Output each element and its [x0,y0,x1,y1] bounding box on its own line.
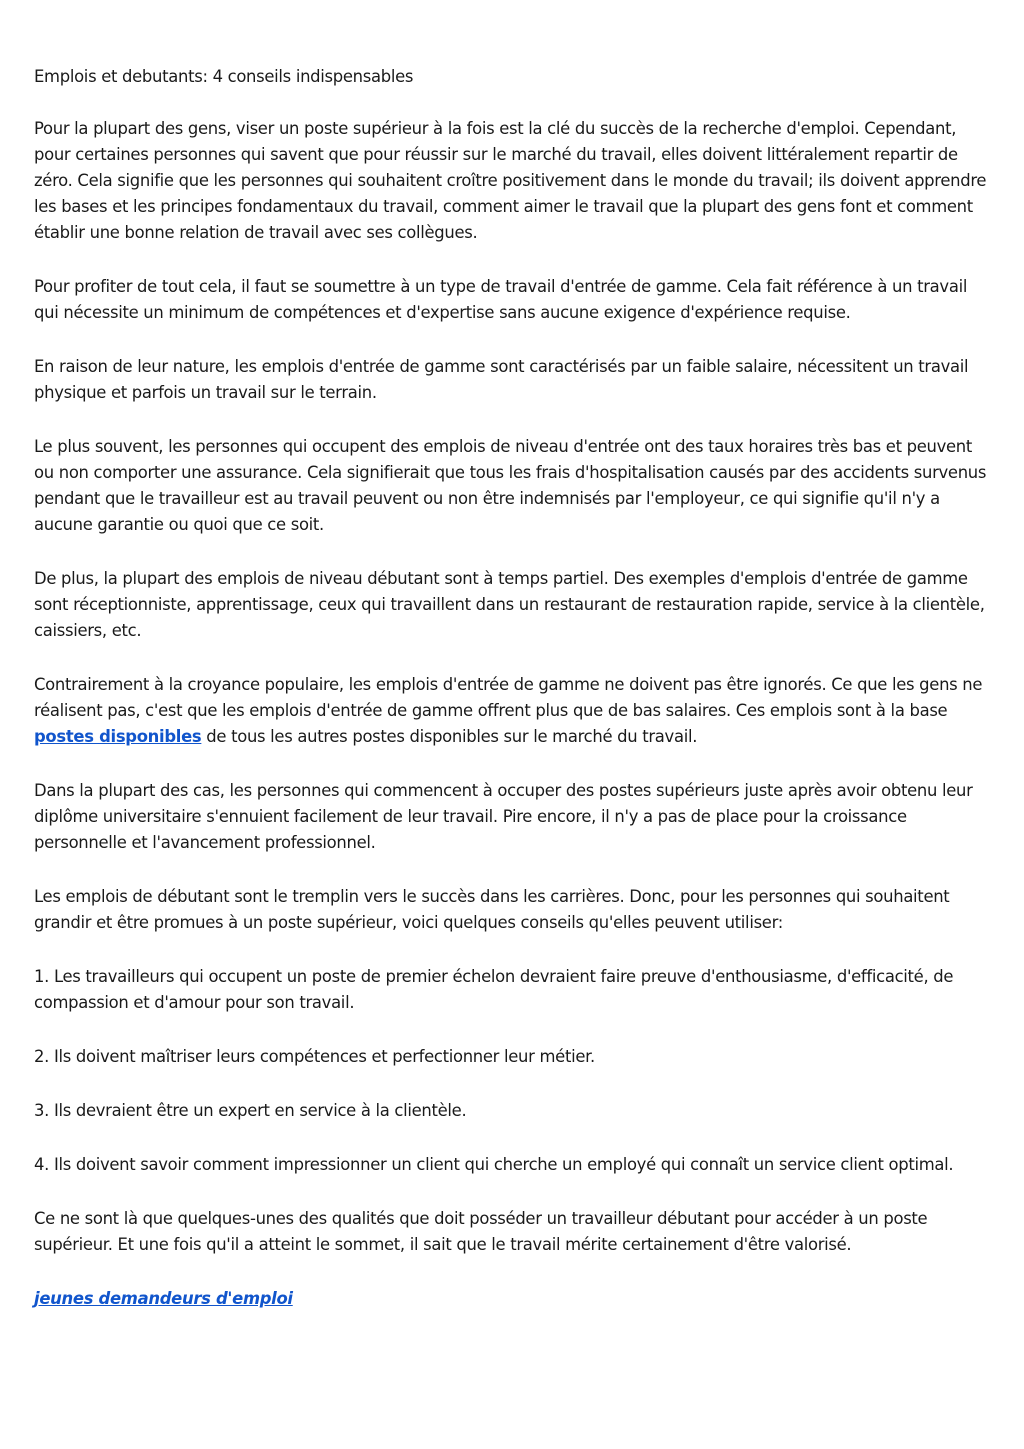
paragraph-with-link [34,672,992,750]
footer-link-paragraph [34,1286,992,1312]
paragraph-graduates: Dans la plupart des cas, les personnes qui commencent à occuper des postes supérieurs juste après avoir obtenu leur diplôme universitaire s'ennuient facilement de leur travail. Pire encore, il n'y a pas de place pour la croissance personnelle et l'avancement professionnel. [34,781,973,852]
paragraph-springboard: Les emplois de débutant sont le tremplin vers le succès dans les carrières. Donc, pour les personnes qui souhaitent grandir et être promues à un poste supérieur, voici quelques conseils qu'elles peuvent utiliser: [34,887,950,932]
tip-item-2: 2. Ils doivent maîtriser leurs compétences et perfectionner leur métier. [34,1047,595,1066]
paragraph-conclusion: Ce ne sont là que quelques-unes des qualités que doit posséder un travailleur débutant pour accéder à un poste supérieur. Et une fois qu'il a atteint le sommet, il sait que le travail mérite certainement d'être valorisé. [34,1209,928,1254]
paragraph-nature: En raison de leur nature, les emplois d'entrée de gamme sont caractérisés par un faible salaire, nécessitent un travail physique et parfois un travail sur le terrain. [34,357,969,402]
paragraph-text-after-link: de tous les autres postes disponibles sur le marché du travail. [201,727,698,746]
paragraph-intro: Pour la plupart des gens, viser un poste supérieur à la fois est la clé du succès de la recherche d'emploi. Cependant, pour certaines personnes qui savent que pour réussir sur le marché du travail, elles doivent littéralement repartir de zéro. Cela signifie que les personnes qui souhaitent croître positivement dans le monde du travail; ils doivent apprendre les bases et les principes fondamentaux du travail, comment aimer le travail que la plupart des gens font et comment établir une bonne relation de travail avec ses collègues. [34,119,987,242]
postes-disponibles-link[interactable]: postes disponibles [34,727,202,746]
document-body [34,64,992,1340]
paragraph-part-time: De plus, la plupart des emplois de niveau débutant sont à temps partiel. Des exemples d'emplois d'entrée de gamme sont réceptionniste, apprentissage, ceux qui travaillent dans un restaurant de restauration rapide, service à la clientèle, caissiers, etc. [34,569,985,640]
tip-item-4: 4. Ils doivent savoir comment impressionner un client qui cherche un employé qui connaît un service client optimal. [34,1155,954,1174]
paragraph-entry-level: Pour profiter de tout cela, il faut se soumettre à un type de travail d'entrée de gamme. Cela fait référence à un travail qui nécessite un minimum de compétences et d'expertise sans aucune exigence d'expérience requise. [34,277,968,322]
tip-item-1: 1. Les travailleurs qui occupent un poste de premier échelon devraient faire preuve d'enthousiasme, d'efficacité, de compassion et d'amour pour son travail. [34,967,954,1012]
paragraph-wages: Le plus souvent, les personnes qui occupent des emplois de niveau d'entrée ont des taux horaires très bas et peuvent ou non comporter une assurance. Cela signifierait que tous les frais d'hospitalisation causés par des accidents survenus pendant que le travailleur est au travail peuvent ou non être indemnisés par l'employeur, ce qui signifie qu'il n'y a aucune garantie ou quoi que ce soit. [34,437,987,534]
paragraph-text-before-link: Contrairement à la croyance populaire, les emplois d'entrée de gamme ne doivent pas être ignorés. Ce que les gens ne réalisent pas, c'est que les emplois d'entrée de gamme offrent plus que de bas salaires. Ces emplois sont à la base [34,675,983,720]
document-title: Emplois et debutants: 4 conseils indispensables [34,67,414,86]
jeunes-demandeurs-link[interactable]: jeunes demandeurs d'emploi [34,1289,293,1308]
tip-item-3: 3. Ils devraient être un expert en service à la clientèle. [34,1101,467,1120]
